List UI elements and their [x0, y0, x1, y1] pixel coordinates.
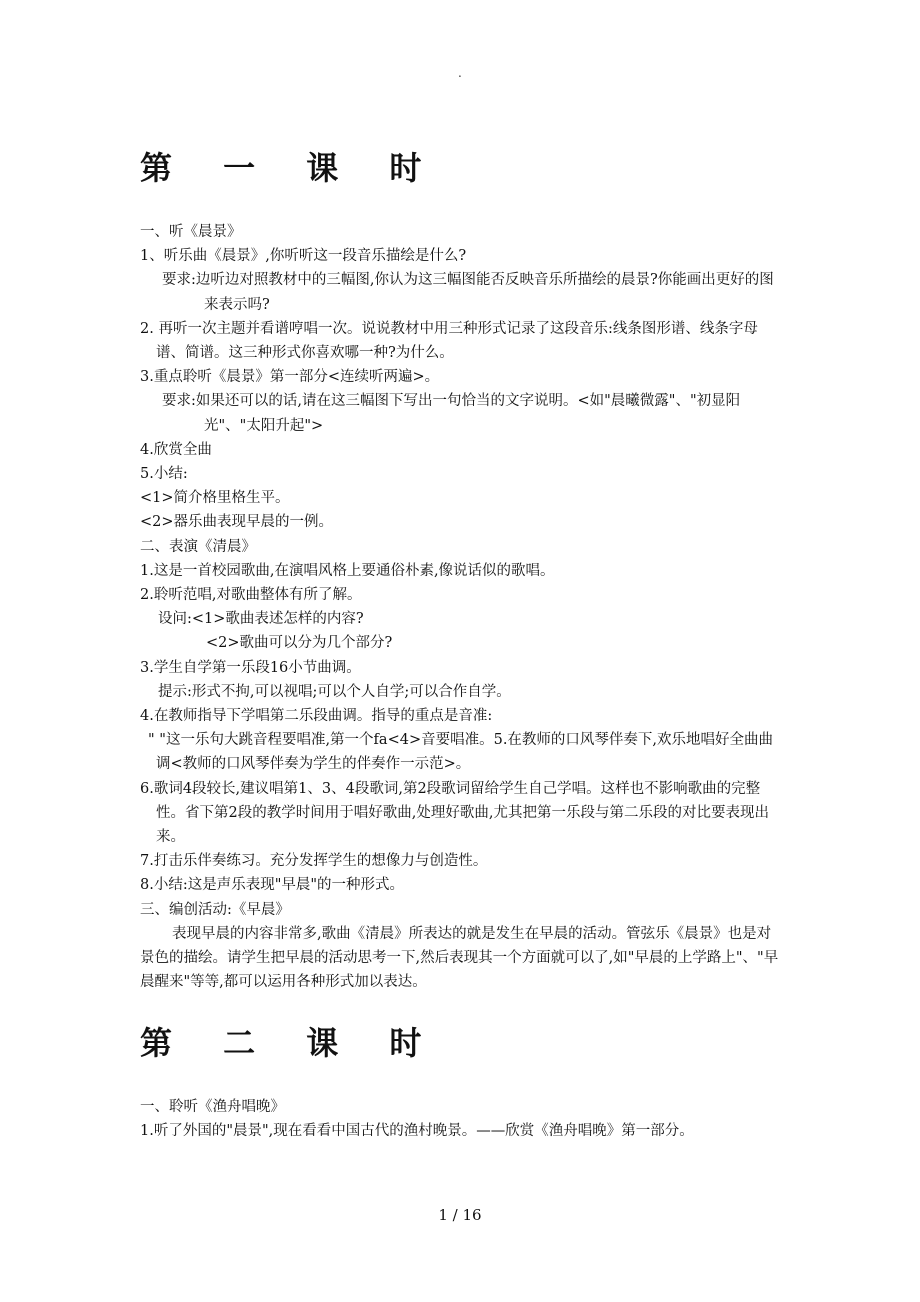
question-text: <2>歌曲可以分为几个部分?	[206, 635, 393, 652]
list-item: 4.欣赏全曲	[140, 441, 212, 458]
list-item: 3.学生自学第一乐段16小节曲调。	[140, 659, 361, 676]
list-item: 2. 再听一次主题并看谱哼唱一次。说说教材中用三种形式记录了这段音乐:线条图形谱、线条字母谱、简谱。这三种形式你喜欢哪一种?为什么。	[140, 320, 758, 362]
page-number: 1 / 16	[438, 1206, 482, 1224]
list-item: 7.打击乐伴奏练习。充分发挥学生的想像力与创造性。	[140, 853, 488, 870]
list-item: 6.歌词4段较长,建议唱第1、3、4段歌词,第2段歌词留给学生自己学唱。这样也不影响歌曲的完整性。省下第2段的教学时间用于唱好歌曲,处理好歌曲,尤其把第一乐段与第二乐段的对比要表现出来。	[140, 780, 769, 846]
list-item: <1>简介格里格生平。	[140, 490, 290, 507]
list-item: 1、听乐曲《晨景》,你听听这一段音乐描绘是什么?	[140, 248, 467, 265]
section-heading: 一、聆听《渔舟唱晚》	[140, 1098, 285, 1115]
section-heading: 一、听《晨景》	[140, 224, 242, 240]
list-item: <2>器乐曲表现早晨的一例。	[140, 514, 334, 531]
section-heading: 二、表演《清晨》	[140, 538, 256, 555]
lesson-2-title: 第 二 课 时	[140, 1023, 442, 1062]
list-item: 3.重点聆听《晨景》第一部分<连续听两遍>。	[140, 369, 440, 386]
page-body	[140, 146, 780, 1143]
list-item: 2.聆听范唱,对歌曲整体有所了解。	[140, 587, 362, 604]
list-item: 1.这是一首校园歌曲,在演唱风格上要通俗朴素,像说话似的歌唱。	[140, 562, 555, 579]
list-item: 1.听了外国的"晨景",现在看看中国古代的渔村晚景。——欣赏《渔舟唱晚》第一部分。	[140, 1122, 694, 1139]
list-item: 8.小结:这是声乐表现"早晨"的一种形式。	[140, 877, 405, 894]
header-mark: .	[458, 66, 462, 80]
hint-text: 提示:形式不拘,可以视唱;可以个人自学;可以合作自学。	[158, 683, 511, 700]
list-item: 5.小结:	[140, 466, 188, 483]
section-heading: 三、编创活动:《早晨》	[140, 901, 290, 918]
paragraph: 表现早晨的内容非常多,歌曲《清晨》所表达的就是发生在早晨的活动。管弦乐《晨景》也是对景色的描绘。请学生把早晨的活动思考一下,然后表现其一个方面就可以了,如"早晨的上学路上"、"早晨醒来"等等,都可以运用各种形式加以表达。	[140, 925, 779, 991]
list-item: " "这一乐句大跳音程要唱准,第一个fa<4>音要唱准。5.在教师的口风琴伴奏下,欢乐地唱好全曲曲调<教师的口风琴伴奏为学生的伴奏作一示范>。	[148, 732, 774, 773]
requirement-text: 要求:边听边对照教材中的三幅图,你认为这三幅图能否反映音乐所描绘的晨景?你能画出更好的图来表示吗?	[162, 272, 774, 313]
list-item: 4.在教师指导下学唱第二乐段曲调。指导的重点是音准:	[140, 708, 493, 725]
lesson-1-title: 第 一 课 时	[140, 149, 442, 187]
requirement-text: 要求:如果还可以的话,请在这三幅图下写出一句恰当的文字说明。<如"晨曦微露"、"初显阳光"、"太阳升起">	[162, 393, 741, 434]
question-text: 设问:<1>歌曲表述怎样的内容?	[158, 611, 364, 628]
